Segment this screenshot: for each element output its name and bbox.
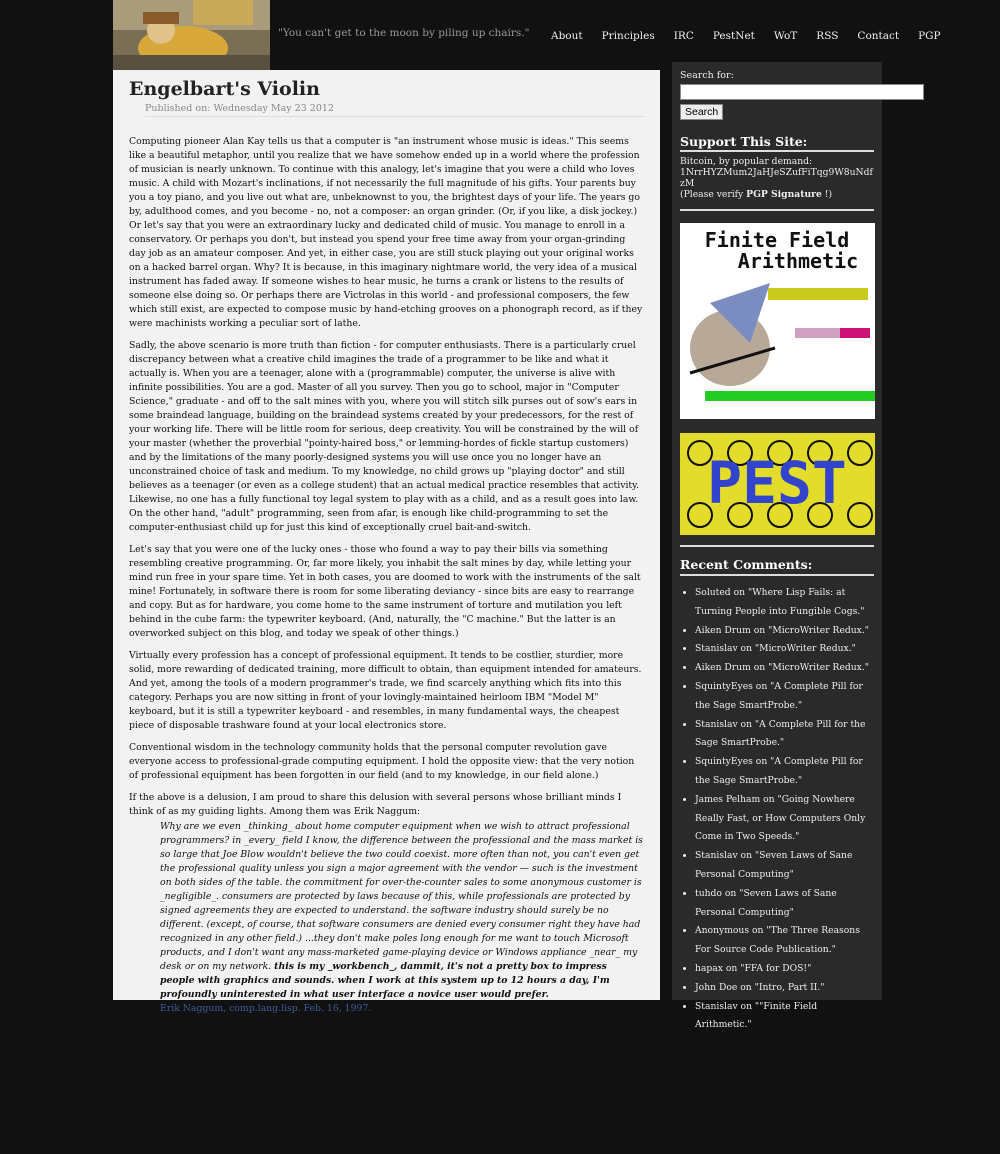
post-title[interactable]: Engelbart's Violin — [129, 78, 320, 100]
quote-bold-text: this is my _workbench_, dammit, it's not a pretty box to impress people with graphics and sounds. when I work at this system up to 12 hours a day, I'm profoundly uninterested in what user interface a novice user would prefer. — [160, 961, 610, 1000]
nav-irc[interactable]: IRC — [673, 30, 694, 42]
pest-banner-text: PEST — [707, 449, 847, 517]
recent-comments-heading: Recent Comments: — [680, 557, 813, 572]
comment-item[interactable]: • Aiken Drum on "MicroWriter Redux." — [695, 659, 874, 678]
comment-item[interactable]: • Anonymous on "The Three Reasons For Source Code Publication." — [695, 922, 874, 960]
sidebar — [672, 62, 882, 1031]
divider — [680, 545, 874, 547]
comment-item[interactable]: • Stanislav on "MicroWriter Redux." — [695, 640, 874, 659]
search-label: Search for: — [680, 70, 734, 81]
nav-about[interactable]: About — [551, 30, 583, 42]
divider — [680, 150, 874, 152]
post-paragraph: And so, here we are, deskilled craftsmen, flippers of bits. Some of us fungible today, some tomorrow. Still performing the same old menial tasks by mouse instead of by lever -- the so-called Computer Revolution notwithstanding. Still "turning steam engine valves by hand." Still writing the same, dreary boilerplate code, again and again. On QWERTY keyboards... — [129, 1035, 644, 1088]
post-paragraph: You have probably heard of Douglas Engelbart: one of the very, very few genuinely great minds of the computing field. He is best known as the inventor of the computer mouse - but in fact, this man created just about all of the conceptual underpinnings of what we now think of as the standard human-computer interface. Arguably, he is single-handedly — [129, 1099, 640, 1152]
support-heading: Support This Site: — [680, 134, 808, 149]
site-tagline: "You can't get to the moon by piling up chairs." — [278, 27, 530, 39]
comment-item[interactable]: • James Pelham on "Going Nowhere Really Fast, or How Computers Only Come in Two Speeds." — [695, 791, 874, 847]
comment-item[interactable]: • tuhdo on "Seven Laws of Sane Personal Computing" — [695, 885, 874, 923]
comment-item[interactable]: • Stanislav on "Seven Laws of Sane Personal Computing" — [695, 847, 874, 885]
comment-item[interactable]: • Aiken Drum on "MicroWriter Redux." — [695, 622, 874, 641]
search-input[interactable] — [680, 84, 924, 100]
post-paragraph: Computing pioneer Alan Kay tells us that a computer is "an instrument whose music is ideas." This seems like a beautiful metaphor, until you realize that we have somehow ended up in a world where the profession of musician is nearly unknown. To continue with this analogy, let's imagine that you were a child who loves music. A child with Mozart's inclinations, if not necessarily the full magnitude of his gifts. Your parents buy you a toy piano, and you live out what are, unbeknownst to you, the brightest days of your life. The years go by, adulthood comes, and you become - no, not a composer: an organ grinder. (Or, if you like, a disk jockey.) Or let's say that you were an extraordinary lucky and dedicated child of music. You manage to enroll in a conservatory. Or perhaps you don't, but instead you spend your free time away from your organ-grinding day job as an amateur composer. And yet, in either case, you are still stuck playing out your original works on a hacked barrel organ. Why? It is because, in this imaginary nightmare world, the very idea of a musical instrument has faded away. If someone wishes to hear music, he turns a crank or listens to the results of someone else doing so. Or perhaps there are Victrolas in this world - and professional composers, the few which still exist, are expected to compose music by hand-etching grooves on a phonograph record, as if they were machinists working a peculiar sort of lathe. — [129, 136, 643, 329]
divider — [680, 574, 874, 576]
post-paragraph: Conventional wisdom in the technology community holds that the personal computer revolution gave everyone access to professional-grade computing equipment. I hold the opposite view: that the very notion of professional equipment has been forgotten in our field (and to my knowledge, in our field alone.) — [129, 742, 635, 781]
comment-item[interactable]: • SquintyEyes on "A Complete Pill for the Sage SmartProbe." — [695, 753, 874, 791]
post-paragraph: If the above is a delusion, I am proud to share this delusion with several persons whose brilliant minds I think of as my guiding lights. Among them was Erik Naggum: — [129, 792, 622, 817]
comment-item[interactable]: • Stanislav on "A Complete Pill for the Sage SmartProbe." — [695, 716, 874, 754]
post-content — [113, 70, 660, 1152]
bitcoin-address: 1NrrHYZMum2JaHJeSZufFiTqg9W8uNdfzM — [680, 167, 873, 189]
comment-item[interactable]: • Soluted on "Where Lisp Fails: at Turning People into Fungible Cogs." — [695, 584, 874, 622]
post-date: Published on: Wednesday May 23 2012 — [145, 103, 644, 117]
site-header — [0, 0, 1000, 70]
comment-item[interactable]: • Stanislav on ""Finite Field Arithmetic." — [695, 998, 874, 1036]
ffa-banner[interactable] — [680, 223, 875, 419]
site-logo[interactable] — [113, 0, 270, 70]
comment-item[interactable]: • hapax on "FFA for DOS!" — [695, 960, 874, 979]
verify-suffix: !) — [821, 189, 833, 200]
ffa-title-line-1: Finite Field — [704, 228, 850, 252]
nav-contact[interactable]: Contact — [857, 30, 900, 42]
pgp-signature-link[interactable]: PGP Signature — [746, 189, 822, 200]
comment-item[interactable]: • John Doe on "Intro, Part II." — [695, 979, 874, 998]
post-paragraph: Sadly, the above scenario is more truth than fiction - for computer enthusiasts. There is a particularly cruel discrepancy between what a creative child imagines the trade of a programmer to be like and what it actually is. When you are a teenager, alone with a (programmable) computer, the universe is alive with infinite possibilities. You are a god. Master of all you survey. Then you go to school, major in "Computer Science," graduate - and off to the salt mines with you, where you will stitch silk purses out of sow's ears in some braindead language, building on the braindead systems created by your predecessors, for the rest of your working life. There will be little room for serious, deep creativity. You will be constrained by the will of your master (whether the proverbial "pointy-haired boss," or lemming-hordes of fickle startup customers) and by the limitations of the many poorly-designed systems you will use once you no longer have an unconstrained choice of task and medium. To my knowledge, no child grows up "playing doctor" and still believes as a teenager (or even as a college student) that an actual medical practice resembles that activity. Likewise, no one has a fully functional toy legal system to play with as a child, and as a result goes into law. On the other hand, "adult" programming, seen from afar, is enough like child-programming to set the computer-enthusiast child up for just this kind of exceptionally cruel bait-and-switch. — [129, 340, 640, 533]
post-paragraph: Virtually every profession has a concept of professional equipment. It tends to be costlier, sturdier, more solid, more rewarding of dedicated training, more difficult to obtain, than equipment intended for amateurs. And yet, among the tools of a modern programmer's trade, we find scarcely anything which fits into this category. Perhaps you are now sitting in front of your lovingly-maintained heirloom IBM "Model M" keyboard, but it is still a typewriter keyboard - and resembles, in many fundamental ways, the cheapest piece of disposable trashware found at your local electronics store. — [129, 650, 642, 731]
nav-principles[interactable]: Principles — [601, 30, 655, 42]
quote-text: Why are we even _thinking_ about home computer equipment when we wish to attract professional programmers? in _every_ field I know, the difference between the professional and the mass market is so large that Joe Blow wouldn't believe the two could coexist. more often than not, you can't even get the professional quality unless you sign a major agreement with the vendor — such is the investment on both sides of the table. the commitment for over-the-counter sales to some anonymous customer is _negligible_. consumers are protected by laws because of this, while professionals are protected by signed agreements they are expected to understand. the software industry should surely be no different. (except, of course, that software consumers are denied every consumer right they have had recognized in any other field.) ...they don't make poles long enough for me want to touch Microsoft products, and I don't want any mass-marketed game-playing device or Windows appliance _near_ my desk or on my network. — [160, 821, 643, 972]
recent-comments-list — [680, 584, 874, 1035]
nav-pestnet[interactable]: PestNet — [712, 30, 755, 42]
pest-banner[interactable] — [680, 433, 875, 535]
post-paragraph: Let's say that you were one of the lucky ones - those who found a way to pay their bills via something resembling creative programming. Or, far more likely, you inhabit the salt mines by day, while letting your mind run free in your spare time. Yet in both cases, you are doomed to work with the instruments of the salt mine! Fortunately, in software there is room for some liberating deviancy - since bits are easy to rearrange and copy. But as for hardware, you come home to the same instrument of torture and mutilation you left behind in the cube farm: the typewriter keyboard. (And, naturally, the "C machine." But the latter is an overworked subject on this blog, and today we speak of other things.) — [129, 544, 641, 639]
quote-emphasis-note: (Emphasis mine.) — [374, 1003, 457, 1014]
main-nav — [551, 30, 941, 42]
comment-item[interactable]: • SquintyEyes on "A Complete Pill for the Sage SmartProbe." — [695, 678, 874, 716]
search-button[interactable]: Search — [680, 104, 723, 120]
naggum-quote — [160, 820, 644, 1016]
nav-wot[interactable]: WoT — [773, 30, 798, 42]
nav-pgp[interactable]: PGP — [918, 30, 941, 42]
bitcoin-info — [680, 156, 874, 200]
divider — [680, 209, 874, 211]
ffa-title-line-2: Arithmetic — [737, 249, 859, 273]
nav-rss[interactable]: RSS — [816, 30, 839, 42]
bitcoin-label: Bitcoin, by popular demand: — [680, 156, 813, 167]
quote-source-link[interactable]: Erik Naggum, comp.lang.lisp. Feb. 16, 1997. — [160, 1003, 372, 1014]
verify-prefix: (Please verify — [680, 189, 747, 200]
